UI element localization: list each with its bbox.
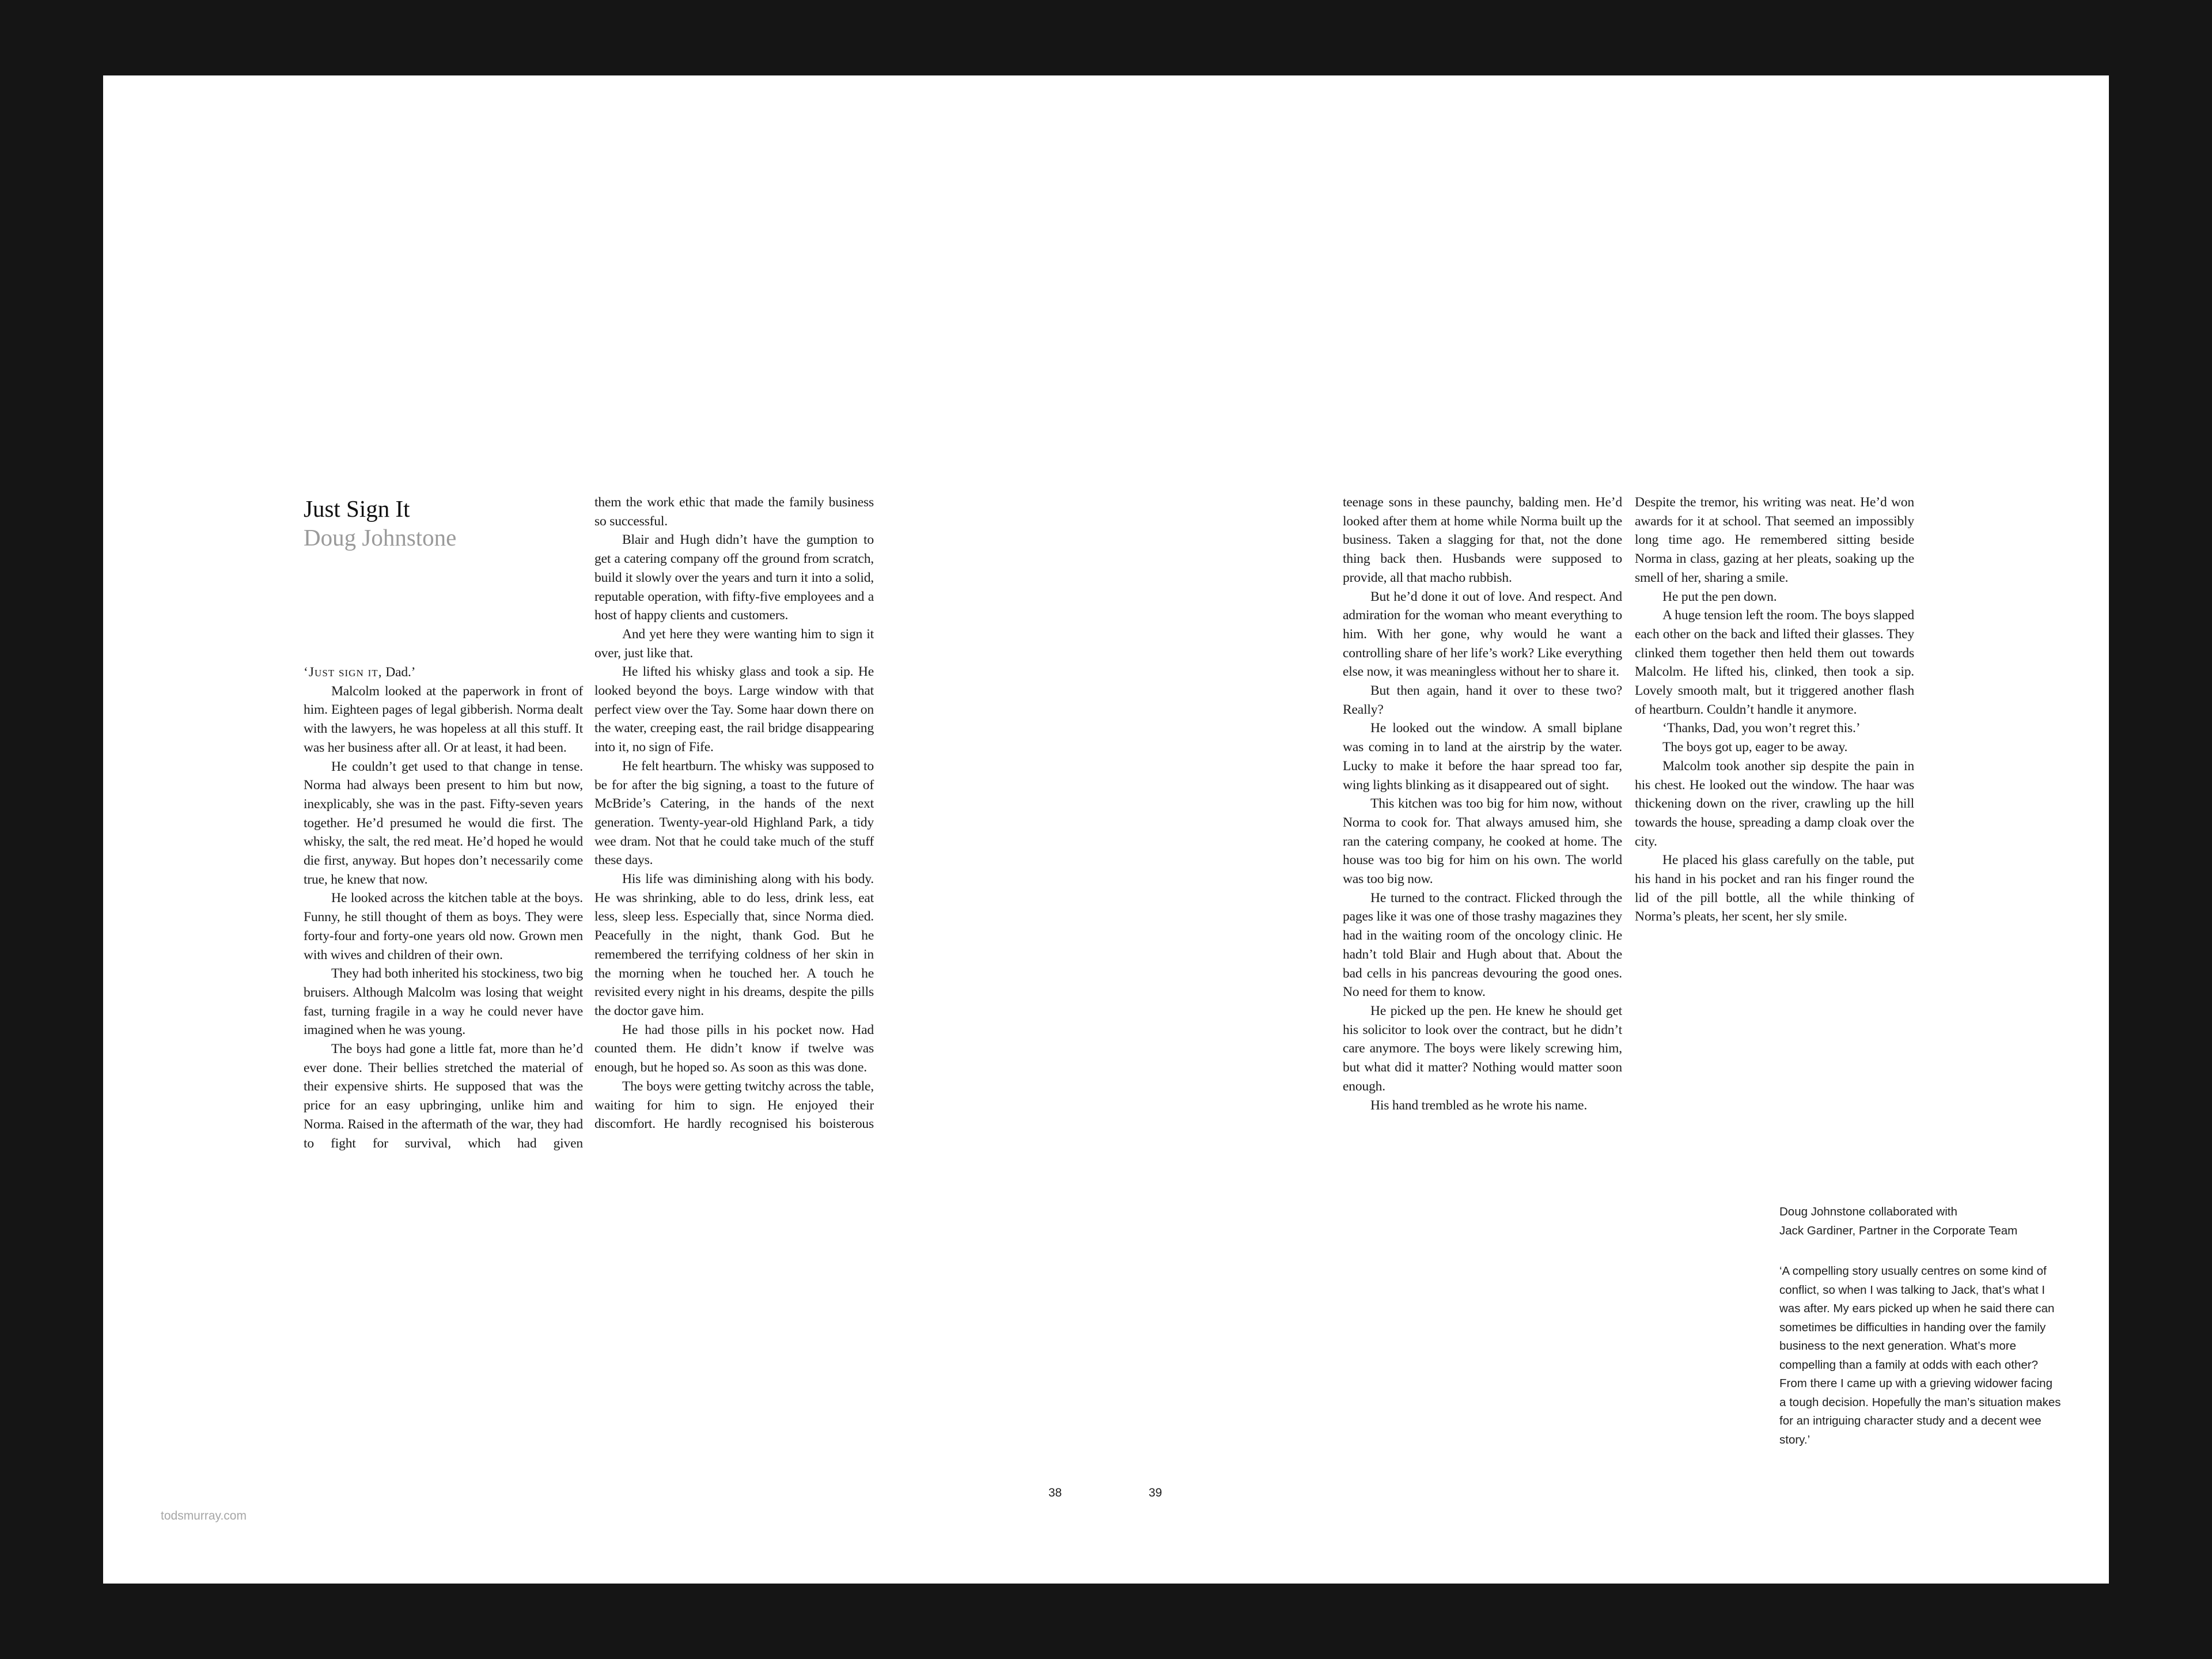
paragraph-text: And yet here they were wanting him to sign it over, just like that. [594,626,874,661]
story-paragraph [1635,606,1914,719]
story-paragraph [1343,493,1622,588]
paragraph-text: He couldn’t get used to that change in tense. Norma had always been present to him but now, inexplicably, she was in the past. Fifty-seven years together. He’d presumed he would die first. The whisky, the salt, the red meat. He’d hoped he would die first, anyway. But hopes don’t necessarily come true, he knew that now. [304,759,583,887]
paragraph-text: Malcolm looked at the paperwork in front of him. Eighteen pages of legal gibberish. Norma dealt with the lawyers, he was hopeless at all this stuff. It was her business after all. Or at least, it had been. [304,683,583,755]
story-paragraph [304,682,583,757]
story-paragraph [594,1077,874,1134]
story-paragraph [1635,738,1914,757]
story-paragraph [1343,681,1622,719]
paragraph-text: But then again, hand it over to these two? Really? [1343,683,1622,717]
story-paragraph [594,531,874,625]
paragraph-text: A huge tension left the room. The boys slapped each other on the back and lifted their glasses. They clinked them together then held them out towards Malcolm. He lifted his, clinked, then took a sip. Lovely smooth malt, but it triggered another flash of heartburn. Couldn’t handle it anymore. [1635,608,1914,717]
page-number-left: 38 [1048,1486,1062,1499]
story-paragraph [1343,1002,1622,1096]
paragraph-text: His life was diminishing along with his body. He was shrinking, able to do less, drink less, eat less, sleep less. Especially that, since Norma died. Peacefully in the night, thank God. But he remembered the terrifying coldness of her skin in the morning when he touched her. A touch he revisited every night in his dreams, despite the pills the doctor gave him. [594,872,874,1018]
story-paragraph [1343,719,1622,794]
story-paragraph [1343,794,1622,889]
paragraph-text: But he’d done it out of love. And respect. And admiration for the woman who meant everything to him. With her gone, why would he want a controlling share of her life’s work? Like everything else now, it was meaningless without her to share it. [1343,589,1622,680]
paragraph-text: Blair and Hugh didn’t have the gumption to get a catering company off the ground from scratch, build it slowly over the years and turn it into a solid, reputable operation, with fifty-five employees and a host of happy clients and customers. [594,532,874,623]
story-header [304,494,603,552]
paragraph-text: His hand trembled as he wrote his name. [1370,1097,1588,1113]
text-column-2 [594,493,874,1134]
paragraph-text: He turned to the contract. Flicked through the pages like it was one of those trashy magazines they had in the waiting room of the oncology clinic. He hadn’t told Blair and Hugh about that. About the bad cells in his pancreas devouring the good ones. No need for them to know. [1343,890,1622,1000]
story-paragraph [304,663,583,682]
story-paragraph [1635,493,1914,588]
paragraph-text: He had those pills in his pocket now. Had counted them. He didn’t know if twelve was enough, but he hoped so. As soon as this was done. [594,1022,874,1075]
story-paragraph [1635,757,1914,851]
story-paragraph [594,625,874,662]
paragraph-text: The boys were getting twitchy across the table, waiting for him to sign. He enjoyed their discomfort. He hardly recognised his boisterous [594,1078,874,1132]
paragraph-text: He picked up the pen. He knew he should get his solicitor to look over the contract, but he didn’t care anymore. The boys were likely screwing him, but what did it matter? Nothing would matter soon enough. [1343,1003,1622,1094]
collaboration-line-2: Jack Gardiner, Partner in the Corporate Team [1779,1224,2018,1237]
paragraph-text: Dad.’ [382,665,416,680]
story-author: Doug Johnstone [304,524,457,551]
collaboration-line-1: Doug Johnstone collaborated with [1779,1205,1957,1218]
paragraph-text: He looked out the window. A small biplane was coming in to land at the airstrip by the water. Lucky to make it before the haar spread too far, wing lights blinking as it disappeared out of sight. [1343,721,1622,793]
story-paragraph [1635,719,1914,738]
paragraph-text: ‘Thanks, Dad, you won’t regret this.’ [1662,721,1861,736]
author-quote-text: ‘A compelling story usually centres on some kind of conflict, so when I was talking to Jack, that’s what I was after. My ears picked up when he said there can sometimes be difficulties in handing over the family business to the next generation. What’s more compelling than a family at odds with each other? From there I came up with a grieving widower facing a tough decision. Hopefully the man’s situation makes for an intriguing character study and a decent wee story.’ [1779,1264,2061,1446]
paragraph-text: He put the pen down. [1662,589,1777,604]
paragraph-text: This kitchen was too big for him now, without Norma to cook for. That always amused him, she ran the catering company, he cooked at home. The house was too big for him on his own. The world was too big now. [1343,796,1622,887]
opening-small-caps: ‘Just sign it, [304,665,382,680]
story-paragraph [594,870,874,1021]
story-paragraph [1635,851,1914,926]
paragraph-text: The boys got up, eager to be away. [1662,740,1848,755]
paragraph-text: He felt heartburn. The whisky was supposed to be for after the big signing, a toast to the future of McBride’s Catering, in the hands of the next generation. Twenty-year-old Highland Park, a tidy wee dram. Not that he could take much of the stuff these days. [594,758,874,868]
story-paragraph [1343,588,1622,682]
paragraph-text: He lifted his whisky glass and took a sip. He looked beyond the boys. Large window with that perfect view over the Tay. Some haar down there on the water, creeping east, the rail bridge disappearing into it, no sign of Fife. [594,664,874,755]
story-paragraph [304,757,583,889]
paragraph-text: He looked across the kitchen table at the boys. Funny, he still thought of them as boys. They were forty-four and forty-one years old now. Grown men with wives and children of their own. [304,891,583,963]
paragraph-text: Despite the tremor, his writing was neat. He’d won awards for it at school. That seemed an impossibly long time ago. He remembered sitting beside Norma in class, gazing at her pleats, soaking up the smell of her, sharing a smile. [1635,495,1914,585]
text-column-1 [304,663,583,1153]
story-paragraph [304,889,583,964]
magazine-spread [103,75,2109,1584]
text-column-4 [1635,493,1914,926]
story-paragraph [594,662,874,757]
story-paragraph [1635,588,1914,607]
story-paragraph [1343,1096,1622,1115]
text-column-3 [1343,493,1622,1115]
story-paragraph [304,1040,583,1153]
collaboration-note [1779,1203,2062,1240]
story-paragraph [594,757,874,870]
page-number-right: 39 [1149,1486,1162,1499]
paragraph-text: teenage sons in these paunchy, balding men. He’d looked after them at home while Norma built up the business. Taken a slagging for that, not the done thing back then. Husbands were supposed to provide, all that macho rubbish. [1343,495,1622,585]
story-paragraph [304,964,583,1040]
paragraph-text: The boys had gone a little fat, more than he’d ever done. Their bellies stretched the material of their expensive shirts. He supposed that was the price for an easy upbringing, unlike him and Norma. Raised in the aftermath of the war, they had to fight for survival, which had given [304,1041,583,1151]
website-footer: todsmurray.com [161,1509,247,1522]
paragraph-text: them the work ethic that made the family business so successful. [594,495,874,529]
paragraph-text: They had both inherited his stockiness, two big bruisers. Although Malcolm was losing that weight fast, turning fragile in a way he could never have imagined when he was young. [304,966,583,1038]
story-paragraph [594,493,874,531]
paragraph-text: He placed his glass carefully on the table, put his hand in his pocket and ran his finger round the lid of the pill bottle, all the while thinking of Norma’s pleats, her scent, her sly smile. [1635,853,1914,925]
paragraph-text: Malcolm took another sip despite the pain in his chest. He looked out the window. The haar was thickening down on the river, crawling up the hill towards the house, spreading a damp cloak over the city. [1635,758,1914,849]
story-title: Just Sign It [304,495,410,522]
story-paragraph [594,1021,874,1077]
author-quote [1779,1262,2062,1449]
story-paragraph [1343,889,1622,1002]
